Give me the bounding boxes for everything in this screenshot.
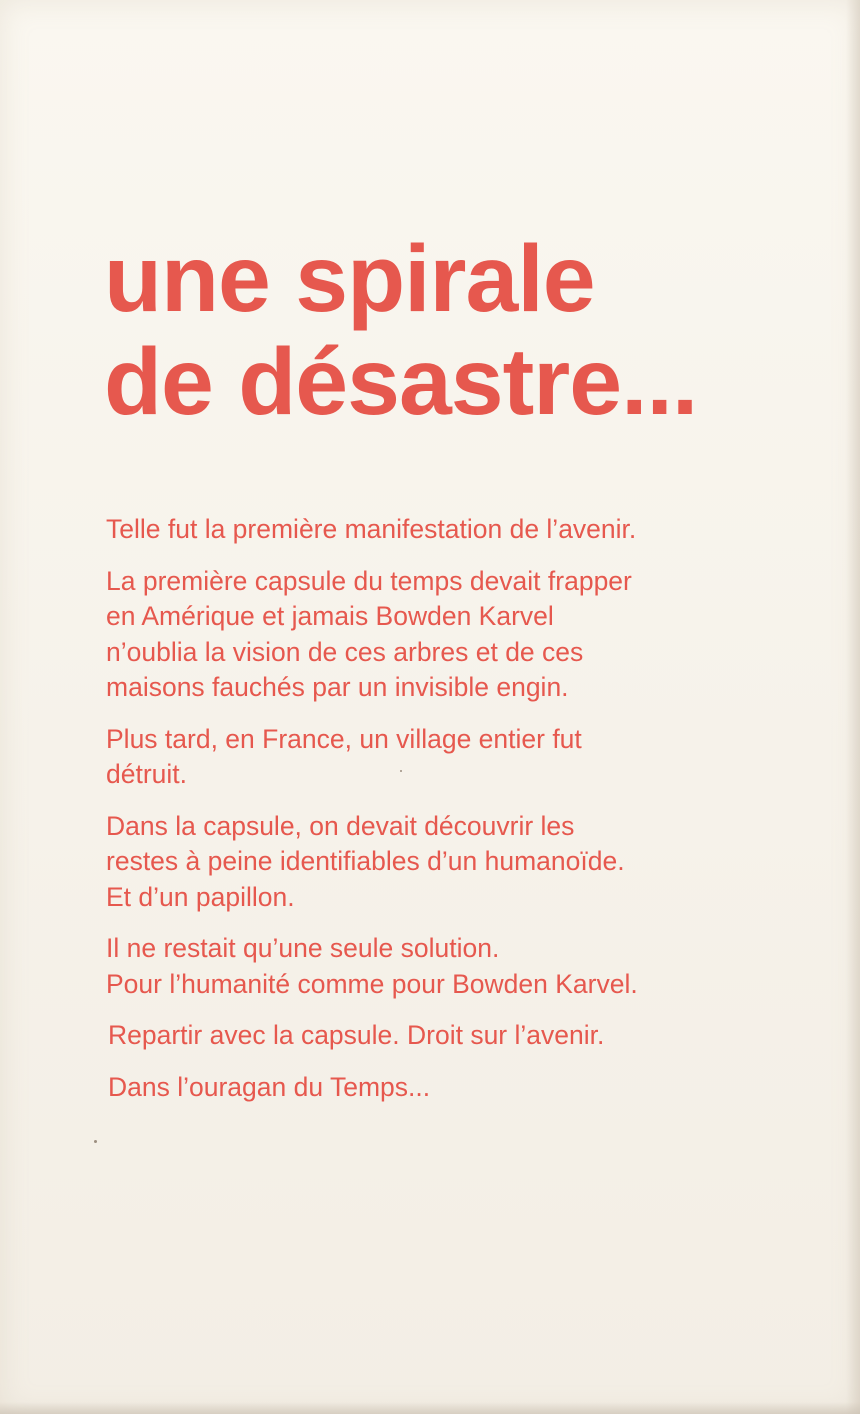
headline-line-2: de désastre... bbox=[104, 329, 698, 435]
blurb-paragraph-5: Il ne restait qu’une seule solution. Pour l’humanité comme pour Bowden Karvel. bbox=[106, 933, 638, 999]
blurb-paragraph-1: Telle fut la première manifestation de l’avenir. bbox=[106, 514, 637, 544]
cover-edge-right bbox=[846, 0, 860, 1414]
headline bbox=[104, 228, 824, 434]
blurb-paragraph-6: Repartir avec la capsule. Droit sur l’avenir. bbox=[108, 1020, 605, 1050]
cover-edge-bottom bbox=[0, 1402, 860, 1414]
blurb-paragraph-7: Dans l’ouragan du Temps... bbox=[108, 1071, 431, 1102]
blurb-paragraph-2: La première capsule du temps devait frapper en Amérique et jamais Bowden Karvel n’oublia la vision de ces arbres et de ces maisons fauchés par un invisible engin. bbox=[106, 565, 632, 702]
paper-speck bbox=[94, 1140, 97, 1143]
headline-line-1: une spirale bbox=[104, 226, 595, 332]
blurb-paragraph-4: Dans la capsule, on devait découvrir les restes à peine identifiables d’un humanoïde. Et d’un papillon. bbox=[106, 810, 625, 912]
blurb-text bbox=[106, 512, 836, 1121]
blurb-paragraph-3: Plus tard, en France, un village entier fut détruit. bbox=[106, 723, 582, 789]
paper-speck bbox=[400, 770, 402, 772]
